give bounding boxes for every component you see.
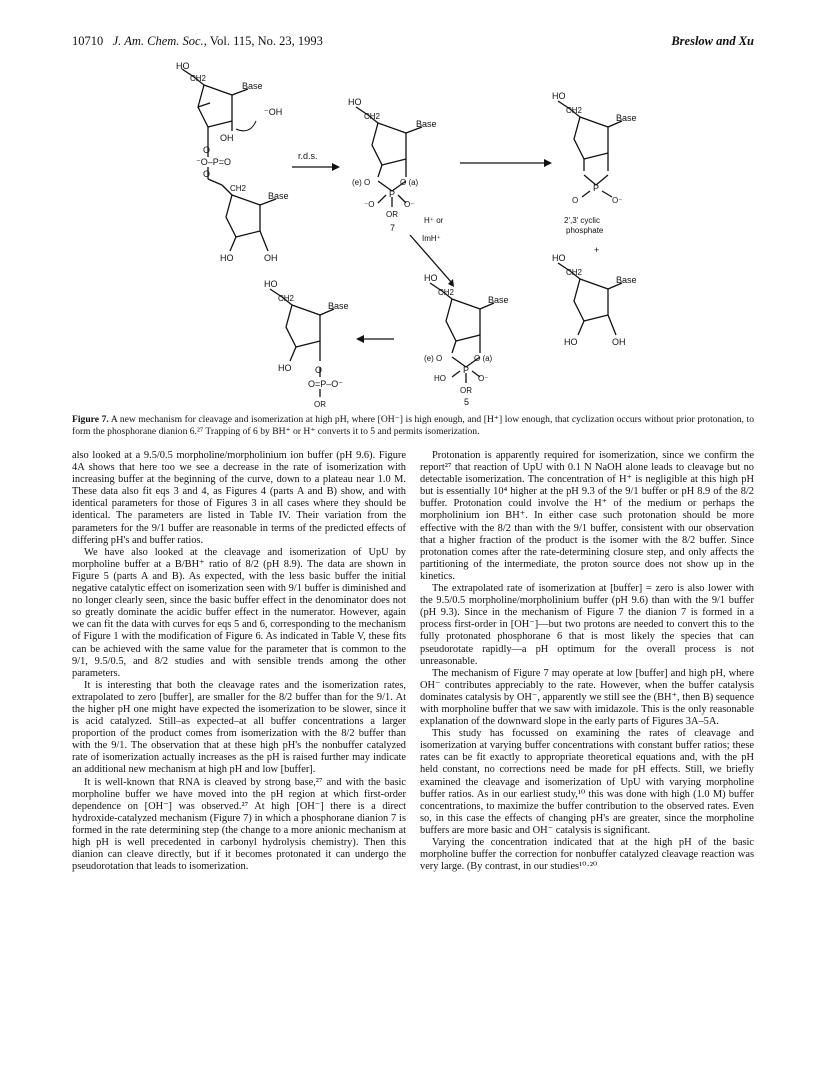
cp-p: P [593,183,600,193]
isomer-product [264,279,349,407]
paragraph: It is interesting that both the cleavage rates and the isomerization rates, extrapolated to zero [buffer], are smaller for the 8/2 buffer than for the 9/1. At the higher pH one might have expected the isomerization to be slower, since it is acid catalyzed. Still–as expected–at all buffer concentrations a larger proportion of the product comes from isomerization with the 8/2 buffer than with the 9/1. The observation that at these high pH's the nonbuffer catalyzed rate of isomerization actually increases as the pH is raised further may indicate an additional new mechanism at high pH and low [buffer]. [72,679,406,776]
cp-o: O [572,196,579,205]
running-header [72,34,754,52]
rds-label: r.d.s. [298,151,318,161]
iso-base: Base [328,301,349,311]
cp-plus: + [594,245,600,255]
cp-ho: HO [552,91,566,101]
s1-ho: HO [176,61,190,71]
rn-base: Base [616,275,637,285]
i7-ho: HO [348,97,362,107]
i7-e-label: (e) O [352,178,371,187]
figure-label: Figure 7. [72,414,109,425]
s1-ch2b: CH2 [230,184,247,193]
compound-5-label: 5 [464,397,470,407]
i7-or: OR [386,210,398,219]
reaction-scheme-svg [160,55,680,407]
i7-o-minus: ⁻O [364,200,375,209]
iso-ch2: CH2 [278,294,295,303]
phosphorane-5 [424,273,509,407]
paragraph: This study has focussed on examining the rates of cleavage and isomerization at varying buffer concentrations with constant buffer ratios; these rates can be fit exactly to appropriate theoretical equations and, with the pH held constant, no corrections need be made for pH effects. Still, we briefly examined the cleavage and isomerization of UpU with varying morpholine buffer ratios. As in our earliest study,¹⁰ this was done with high (1.0 M) buffer concentrations, to maximize the buffer contribution to the observed rates. Even so, in this case the effects of changing pH's are greater, since the morpholine buffers are more basic and OH⁻ catalysis is significant. [420,728,754,836]
figure-caption-text: A new mechanism for cleavage and isomerization at high pH, where [OH⁻] is high enough, and [H⁺] low enough, that cyclization occurs without prior protonation, to form the phosphorane dianion 6.²⁷ Trapping of 6 by BH⁺ or H⁺ converts it to 5 and permits isomerization. [72,414,754,437]
released-nucleoside [552,253,637,347]
journal-name: J. Am. Chem. Soc., [112,34,207,48]
h-plus-or: H⁺ or [424,216,444,225]
page-number: 10710 [72,34,104,48]
i5-e-label: (e) O [424,354,443,363]
cp-label-2: phosphate [566,226,604,235]
cp-o-minus: O⁻ [612,196,623,205]
s1-ho2: HO [220,253,234,263]
i5-o-minus: O⁻ [478,374,489,383]
volume-info: Vol. 115, No. 23, 1993 [209,34,323,48]
paragraph: Varying the concentration indicated that at the high pH of the basic morpholine buffer the correction for nonbuffer catalyzed cleavage reaction was very large. (By contrast, in our studies¹⁰·²⁰ [420,837,754,873]
paragraph: The mechanism of Figure 7 may operate at low [buffer] and high pH, where OH⁻ contributes appreciably to the rate. However, when the buffer catalysis dominates catalysis by OH⁻, apparently we still see the (BH⁺, then B) sequence with morpholine buffer that we saw with imidazole. This is the only reasonable explanation of the downward slope in the early parts of Figures 3A–5A. [420,667,754,728]
i5-a-label: O (a) [474,354,493,363]
i7-p: P [389,189,396,199]
dinucleotide-structure [176,61,289,263]
s1-oh: OH [220,133,234,143]
phosphorane-dianion-7 [348,97,437,233]
i5-ch2: CH2 [438,288,455,297]
i7-base: Base [416,119,437,129]
s1-oh-minus: ⁻OH [264,107,283,117]
figure-caption [72,414,754,438]
s1-o: O [203,145,211,155]
header-left [72,34,323,49]
i5-ho-p: HO [434,374,446,383]
left-column [72,450,406,873]
cp-base: Base [616,113,637,123]
iso-phosphate: O=P–O⁻ [308,379,344,389]
cp-label-1: 2',3' cyclic [564,216,600,225]
paragraph: We have also looked at the cleavage and isomerization of UpU by morpholine buffer at a B/BH⁺ ratio of 8/2 (pH 8.9). The data are shown in Figure 5 (parts A and B). As expected, with the less basic buffer the initial negative catalytic effect on isomerization seen with 9/1 buffer is diminished and no longer clearly seen, since the basic buffer effect in the denominator does not so greatly dominate the acidic buffer effect in the numerator. However, again we can fit the data with curves for eqs 5 and 6, corresponding to the mechanism of Figure 1 with the modification of Figure 6. As indicated in Table V, these fits can be achieved with the same value for the parameter that is common to the 9/1, 9.5/0.5, and 8/2 studies and with sensible trends among the other parameters. [72,546,406,679]
cyclic-phosphate-product [552,91,637,255]
right-column [420,450,754,873]
s1-o2: O [203,169,211,179]
i7-a-label: O (a) [400,178,419,187]
s1-base: Base [242,81,263,91]
s1-oh2: OH [264,253,278,263]
s1-ch2: CH2 [190,74,207,83]
iso-or: OR [314,400,326,407]
rn-ho2: HO [564,337,578,347]
paragraph: also looked at a 9.5/0.5 morpholine/morpholinium ion buffer (pH 9.6). Figure 4A shows that here too we see a decrease in the rate of isomerization with increasing buffer at the beginning of the curve, down to a plateau near 1.0 M. These data also fit eqs 3 and 4, as Figures 4 (parts A and B) show, and with identical parameters for those of Figures 3 in all cases where they should be identical. The parameters are listed in Table IV. Their variation from the parameters for the 9/1 buffer are reasonable in terms of the predicted effects of differing pH's and buffer ratios. [72,450,406,546]
rn-ch2: CH2 [566,268,583,277]
i5-or: OR [460,386,472,395]
s1-base2: Base [268,191,289,201]
i5-ho: HO [424,273,438,283]
i5-p: P [463,365,470,375]
iso-o: O [315,365,323,375]
iso-ho: HO [264,279,278,289]
rn-ho: HO [552,253,566,263]
i7-o-minus2: O⁻ [404,200,415,209]
cp-ch2: CH2 [566,106,583,115]
paragraph: Protonation is apparently required for isomerization, since we confirm the report²⁷ that reaction of UpU with 0.1 N NaOH alone leads to cleavage but no detectable isomerization. The concentration of H⁺ is negligible at this high pH but is essentially 10⁴ higher at the pH 9.3 of the 9/1 buffer or pH 8.9 of the 8/2 buffer. Protonation could involve the H⁺ of the medium or perhaps the morpholinium ion BH⁺. In either case such protonation should be more effective with the 8/2 than with the 9/1 buffer, consistent with our observation that a higher fraction of the product is the isomer with the 8/2 buffer. Since protonation comes after the rate-determining closure step, and only affects the partitioning of the intermediate, the proton source does not show up in the kinetics. [420,450,754,582]
paragraph: It is well-known that RNA is cleaved by strong base,²⁷ and with the basic morpholine buffer we have moved into the pH region at which first-order dependence on [OH⁻] was observed.²⁷ At high [OH⁻] there is a direct hydroxide-catalyzed mechanism (Figure 7) in which a phosphorane dianion 7 is formed in the rate determining step (the change to a more anionic mechanism at high pH is well precedented in carbonyl hydrolysis chemistry). Then this dianion can cleave directly, but if it becomes protonated it can undergo the pseudorotation that leads to isomerization. [72,776,406,873]
rn-oh: OH [612,337,626,347]
imh-plus: ImH⁺ [422,234,441,243]
s1-phosphate: ⁻O–P=O [196,157,232,167]
i5-base: Base [488,295,509,305]
iso-ho2: HO [278,363,292,373]
reaction-scheme-figure-7 [160,55,680,407]
header-authors: Breslow and Xu [671,34,754,48]
paragraph: The extrapolated rate of isomerization at [buffer] = zero is also lower with the 9.5/0.5 morpholine/morpholinium buffer (pH 9.6) than with the 9/1 buffer (pH 9.3). Since in the mechanism of Figure 7 the dianion 7 is formed in a process first-order in [OH⁻]—but two protons are needed to convert this to the fully protonated phosphorane 6 that is most likely the species that can pseudorotate rapidly—a pH optimum for the overall process is not unreasonable. [420,583,754,667]
i7-ch2: CH2 [364,112,381,121]
compound-7-label: 7 [390,223,396,233]
